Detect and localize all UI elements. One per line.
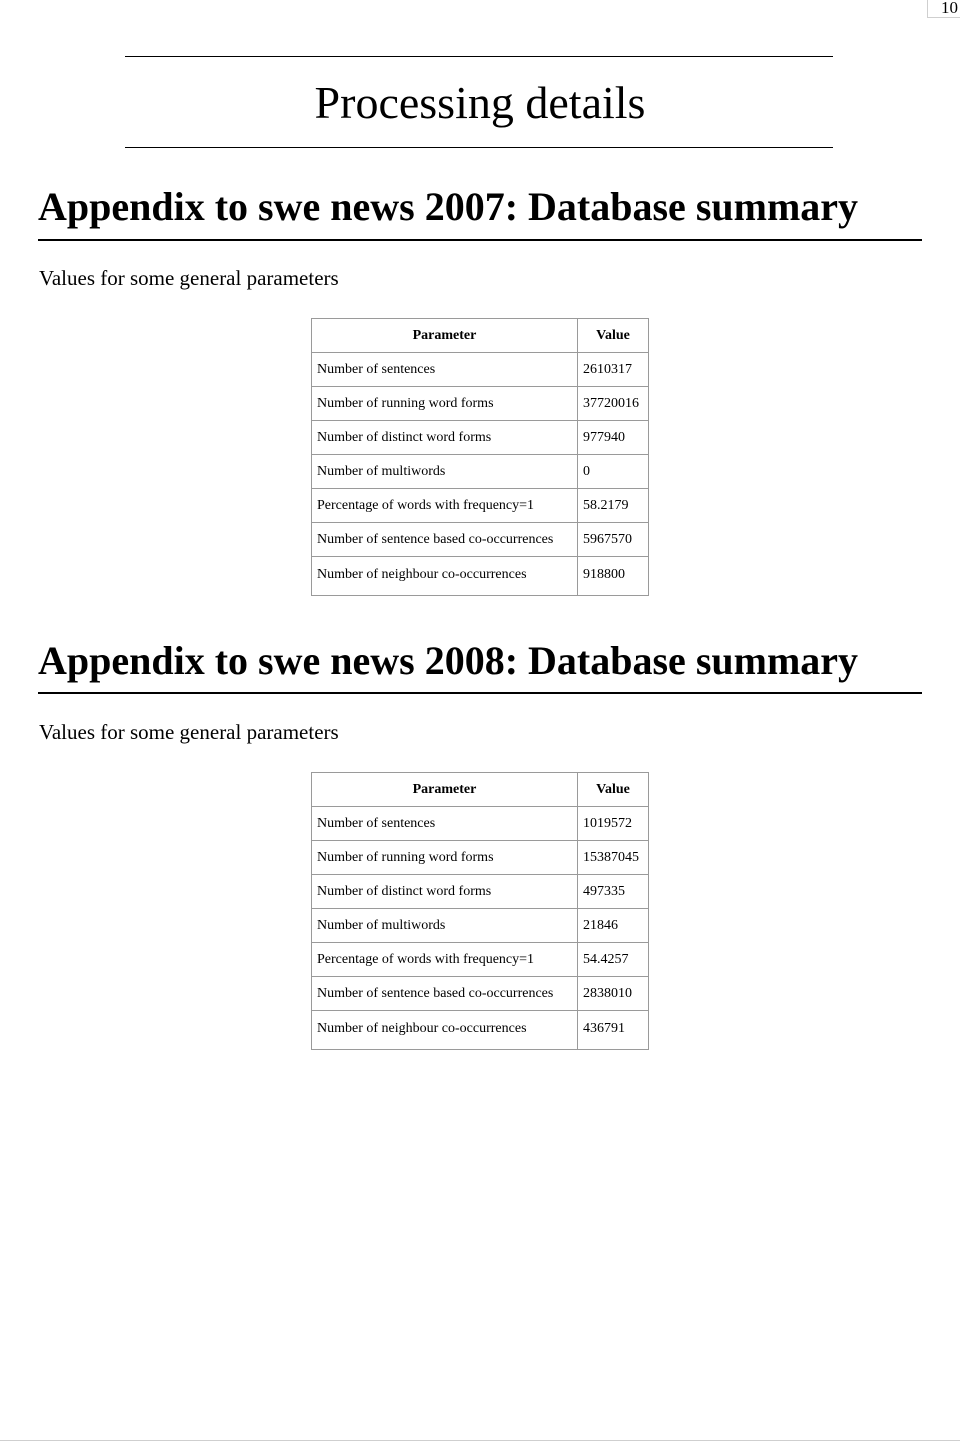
table-row — [312, 557, 649, 596]
column-header-parameter: Parameter — [312, 773, 578, 807]
parameter-cell: Number of sentences — [312, 807, 578, 841]
value-cell: 2838010 — [578, 977, 649, 1011]
table-row — [312, 909, 649, 943]
section-subtitle-2008: Values for some general parameters — [39, 720, 339, 744]
value-cell: 54.4257 — [578, 943, 649, 977]
table-row — [312, 421, 649, 455]
table-row — [312, 353, 649, 387]
summary-table-2008 — [311, 772, 649, 1050]
value-cell: 58.2179 — [578, 489, 649, 523]
section-heading-2007: Appendix to swe news 2007: Database summary — [38, 184, 859, 229]
page-number: 10 — [927, 0, 960, 18]
page-title: Processing details — [314, 77, 646, 128]
parameter-cell: Number of sentence based co-occurrences — [312, 523, 578, 557]
value-cell: 977940 — [578, 421, 649, 455]
section-rule-2008 — [38, 692, 922, 694]
page-bottom-rule — [0, 1440, 960, 1441]
table-row — [312, 387, 649, 421]
table-row — [312, 841, 649, 875]
table-row — [312, 875, 649, 909]
parameter-cell: Number of sentences — [312, 353, 578, 387]
value-cell: 918800 — [578, 557, 649, 596]
summary-table-2007 — [311, 318, 649, 596]
parameter-cell: Number of multiwords — [312, 909, 578, 943]
parameter-cell: Number of sentence based co-occurrences — [312, 977, 578, 1011]
value-cell: 21846 — [578, 909, 649, 943]
table-header-row — [312, 773, 649, 807]
table-row — [312, 1011, 649, 1050]
value-cell: 1019572 — [578, 807, 649, 841]
column-header-value: Value — [578, 773, 649, 807]
section-subtitle-2007: Values for some general parameters — [39, 266, 339, 290]
value-cell: 2610317 — [578, 353, 649, 387]
value-cell: 37720016 — [578, 387, 649, 421]
section-heading-2008: Appendix to swe news 2008: Database summary — [38, 638, 859, 683]
parameter-cell: Number of neighbour co-occurrences — [312, 1011, 578, 1050]
parameter-cell: Percentage of words with frequency=1 — [312, 943, 578, 977]
column-header-value: Value — [578, 319, 649, 353]
value-cell: 436791 — [578, 1011, 649, 1050]
table-row — [312, 523, 649, 557]
parameter-cell: Number of running word forms — [312, 841, 578, 875]
parameter-cell: Number of distinct word forms — [312, 875, 578, 909]
parameter-cell: Number of neighbour co-occurrences — [312, 557, 578, 596]
table-header-row — [312, 319, 649, 353]
parameter-cell: Percentage of words with frequency=1 — [312, 489, 578, 523]
value-cell: 497335 — [578, 875, 649, 909]
table-row — [312, 807, 649, 841]
column-header-parameter: Parameter — [312, 319, 578, 353]
parameter-cell: Number of running word forms — [312, 387, 578, 421]
table-row — [312, 489, 649, 523]
title-rule-bottom — [125, 147, 833, 148]
value-cell: 15387045 — [578, 841, 649, 875]
section-rule-2007 — [38, 239, 922, 241]
table-row — [312, 943, 649, 977]
value-cell: 0 — [578, 455, 649, 489]
parameter-cell: Number of distinct word forms — [312, 421, 578, 455]
table-row — [312, 977, 649, 1011]
table-row — [312, 455, 649, 489]
parameter-cell: Number of multiwords — [312, 455, 578, 489]
value-cell: 5967570 — [578, 523, 649, 557]
title-rule-top — [125, 56, 833, 57]
